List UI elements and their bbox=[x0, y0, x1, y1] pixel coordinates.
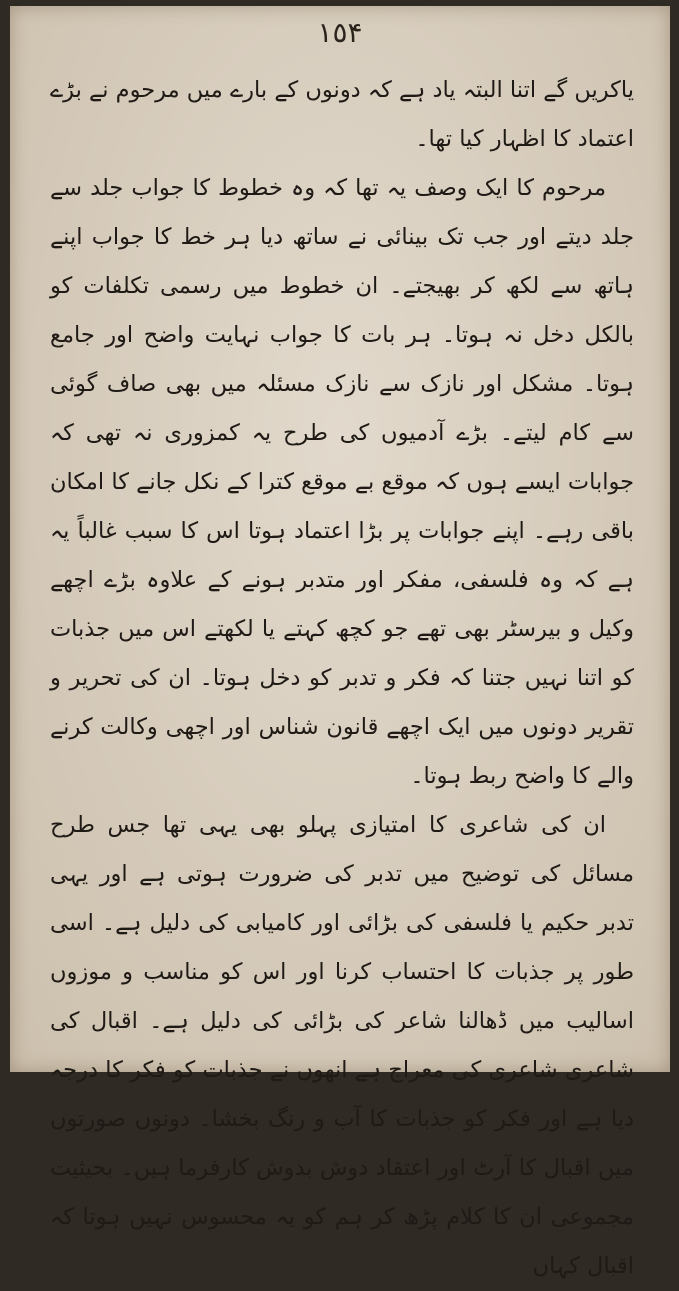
paragraph-3: ان کی شاعری کا امتیازی پہلو بھی یہی تھا جس طرح مسائل کی توضیح میں تدبر کی ضرورت ہوتی ہے اور یہی تدبر حکیم یا فلسفی کی بڑائی اور کامیابی کی دلیل ہے۔ اسی طور پر جذبات کا احتساب کرنا اور اس کو مناسب و موزوں اسالیب میں ڈھالنا شاعر کی بڑائی کی دلیل ہے۔ اقبال کی شاعری شاعری کی معراج ہے انھوں نے جذبات کو فکر کا درجہ دیا ہے اور فکر کو جذبات کا آب و رنگ بخشا۔ دونوں صورتوں میں اقبال کا آرٹ اور اعتقاد دوش بدوش کارفرما ہیں۔ بحیثیت مجموعی ان کا کلام پڑھ کر ہم کو یہ محسوس نہیں ہوتا کہ اقبال کہاں bbox=[50, 812, 634, 1279]
paragraph-1: یاکریں گے اتنا البتہ یاد ہے کہ دونوں کے بارے میں مرحوم نے بڑے اعتماد کا اظہار کیا تھا۔ bbox=[50, 77, 634, 152]
page-number: ١٥۴ bbox=[317, 16, 363, 49]
page-text bbox=[50, 66, 634, 1291]
book-page bbox=[10, 6, 670, 1279]
paragraph-2: مرحوم کا ایک وصف یہ تھا کہ وہ خطوط کا جواب جلد سے جلد دیتے اور جب تک بینائی نے ساتھ دیا ہر خط کا جواب اپنے ہاتھ سے لکھ کر بھیجتے۔ ان خطوط میں رسمی تکلفات کو بالکل دخل نہ ہوتا۔ ہر بات کا جواب نہایت واضح اور جامع ہوتا۔ مشکل اور نازک سے نازک مسئلہ میں بھی صاف گوئی سے کام لیتے۔ بڑے آدمیوں کی طرح یہ کمزوری نہ تھی کہ جوابات ایسے ہوں کہ موقع بے موقع کترا کے نکل جانے کا امکان باقی رہے۔ اپنے جوابات پر بڑا اعتماد ہوتا اس کا سبب غالباً یہ ہے کہ وہ فلسفی، مفکر اور متدبر ہونے کے علاوہ بڑے اچھے وکیل و بیرسٹر بھی تھے جو کچھ کہتے یا لکھتے اس میں جذبات کو اتنا نہیں جتنا کہ فکر و تدبر کو دخل ہوتا۔ ان کی تحریر و تقریر دونوں میں ایک اچھے قانون شناس اور اچھی وکالت کرنے والے کا واضح ربط ہوتا۔ bbox=[50, 175, 634, 789]
